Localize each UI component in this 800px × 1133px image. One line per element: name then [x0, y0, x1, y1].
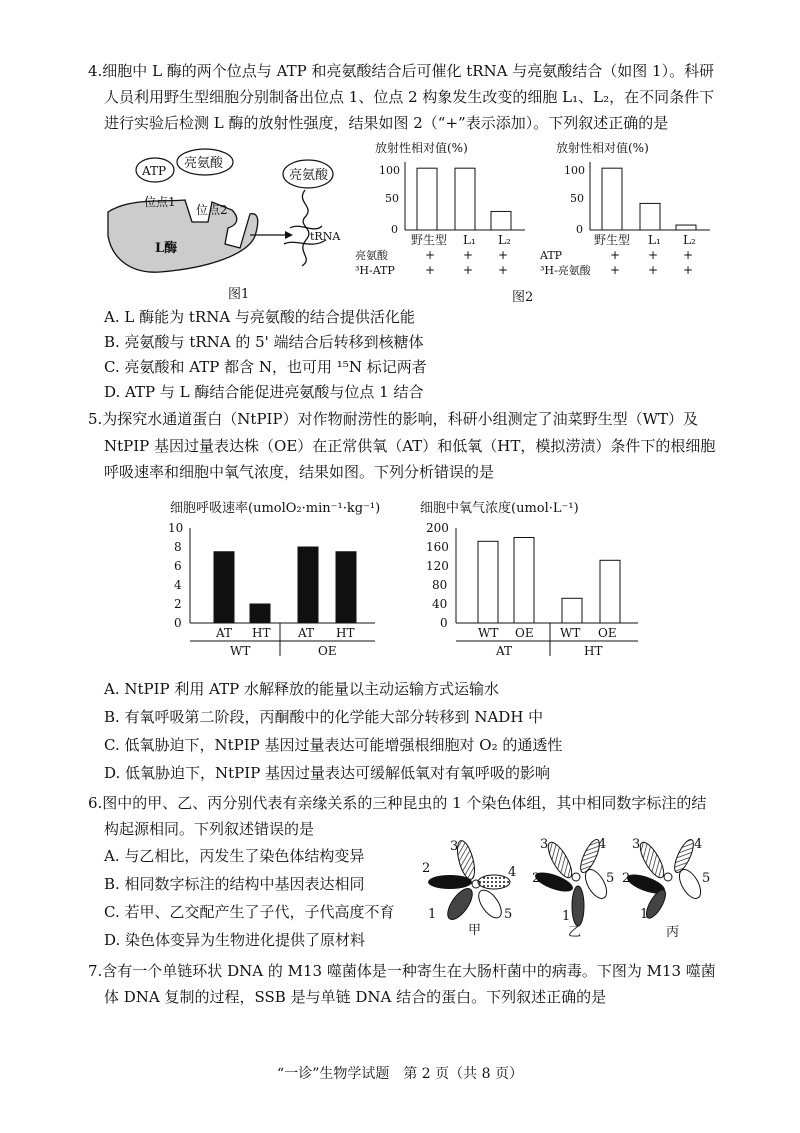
- bar: [640, 203, 660, 230]
- bar: [491, 211, 511, 230]
- y-tick-label: 8: [174, 540, 182, 554]
- group-label: WT: [230, 644, 251, 658]
- q7-stem-line: 体 DNA 复制的过程，SSB 是与单链 DNA 结合的蛋白。下列叙述正确的是: [104, 988, 607, 1006]
- q5-option-b[interactable]: B. 有氧呼吸第二阶段，丙酮酸中的化学能大部分转移到 NADH 中: [104, 708, 544, 726]
- q4-stem-line: 4.细胞中 L 酶的两个位点与 ATP 和亮氨酸结合后可催化 tRNA 与亮氨酸结合（如图 1）。科研: [88, 62, 715, 80]
- figure-2-caption: 图2: [512, 290, 534, 305]
- group-label: AT: [496, 644, 513, 658]
- chromosome-number: 4: [508, 865, 517, 880]
- x-tick-label: L₁: [648, 233, 661, 247]
- q5-stem-line: 5.为探究水通道蛋白（NtPIP）对作物耐涝性的影响，科研小组测定了油菜野生型（WT）及: [88, 410, 699, 428]
- q6-option-c[interactable]: C. 若甲、乙交配产生了子代，子代高度不育: [104, 903, 395, 921]
- x-tick-label: 野生型: [411, 233, 448, 247]
- chromosome-set-yi: [532, 837, 614, 940]
- respiration-rate-chart: [160, 498, 400, 668]
- q4-option-d[interactable]: D. ATP 与 L 酶结合能促进亮氨酸与位点 1 结合: [104, 383, 424, 401]
- x-tick-label: OE: [515, 626, 534, 640]
- leucine-label: 亮氨酸: [184, 156, 224, 171]
- chromosome-number: 2: [532, 871, 541, 886]
- oxygen-concentration-chart: [420, 498, 650, 668]
- q4-stem-line: 进行实验后检测 L 酶的放射性强度，结果如图 2（“+”表示添加）。下列叙述正确的是: [104, 114, 669, 132]
- chromosome-number: 1: [562, 909, 571, 924]
- row-label: 亮氨酸: [355, 249, 388, 262]
- x-tick-label: WT: [560, 626, 581, 640]
- bars: [214, 547, 356, 623]
- q6-option-d[interactable]: D. 染色体变异为生物进化提供了原材料: [104, 931, 366, 949]
- y-axis-label: 放射性相对值(%): [375, 141, 468, 155]
- q5-option-d[interactable]: D. 低氧胁迫下，NtPIP 基因过量表达可缓解低氧对有氧呼吸的影响: [104, 764, 551, 782]
- page-footer: “一诊”生物学试题 第 2 页（共 8 页）: [277, 1066, 523, 1082]
- chromosome-number: 1: [428, 907, 437, 922]
- chromosome-number: 3: [632, 837, 641, 852]
- trna-label: tRNA: [310, 230, 341, 243]
- q5-option-a[interactable]: A. NtPIP 利用 ATP 水解释放的能量以主动运输方式运输水: [104, 680, 500, 698]
- figure-label-bing: 丙: [666, 925, 680, 940]
- figure-label-jia: 甲: [468, 923, 482, 938]
- arrow-head: [285, 231, 293, 239]
- row-mark: +: [463, 263, 474, 277]
- chromosome-set-jia: [422, 839, 516, 938]
- bar: [455, 168, 475, 230]
- chromosome-number: 5: [504, 907, 513, 922]
- figure-1-caption: 图1: [228, 287, 250, 302]
- x-tick-label: L₁: [463, 233, 476, 247]
- y-tick-label: 50: [385, 192, 399, 205]
- q4-stem-line: 人员利用野生型细胞分别制备出位点 1、位点 2 构象发生改变的细胞 L₁、L₂，在不同条件下: [104, 88, 715, 106]
- row-mark: +: [463, 248, 474, 262]
- figure-label-yi: 乙: [568, 925, 582, 940]
- x-tick-label: OE: [598, 626, 617, 640]
- y-tick-label: 160: [426, 540, 449, 554]
- y-axis-label: 放射性相对值(%): [556, 141, 649, 155]
- x-tick-label: HT: [336, 626, 355, 640]
- x-tick-label: L₂: [498, 233, 511, 247]
- q4-option-b[interactable]: B. 亮氨酸与 tRNA 的 5' 端结合后转移到核糖体: [104, 333, 424, 351]
- y-tick-label: 100: [564, 164, 585, 177]
- bar: [298, 547, 318, 623]
- q7-stem-line: 7.含有一个单链环状 DNA 的 M13 噬菌体是一种寄生在大肠杆菌中的病毒。下图为 M13 噬菌: [88, 962, 716, 980]
- bar: [676, 225, 696, 230]
- bar: [514, 538, 534, 624]
- y-tick-label: 100: [379, 164, 400, 177]
- l-enzyme-shape: [108, 200, 258, 272]
- row-mark: +: [648, 248, 659, 262]
- y-tick-label: 2: [174, 597, 182, 611]
- y-tick-label: 0: [440, 616, 448, 630]
- chromosome-number: 2: [422, 861, 431, 876]
- bar: [478, 541, 498, 623]
- bar: [602, 168, 622, 230]
- row-mark: +: [610, 263, 621, 277]
- chromosome-number: 5: [702, 871, 711, 886]
- bars: [478, 538, 620, 624]
- chromosome-number: 5: [606, 871, 615, 886]
- row-mark: +: [683, 263, 694, 277]
- x-tick-label: 野生型: [594, 233, 631, 247]
- atp-label: ATP: [142, 164, 167, 178]
- row-mark: +: [610, 248, 621, 262]
- figure-2-left-chart: [355, 140, 545, 280]
- site2-label: 位点2: [196, 203, 228, 217]
- chart-title: 细胞中氧气浓度(umol·L⁻¹): [420, 501, 579, 516]
- x-tick-label: HT: [252, 626, 271, 640]
- q5-stem-line: 呼吸速率和细胞中氧气浓度，结果如图。下列分析错误的是: [104, 463, 495, 481]
- chromosome-number: 3: [450, 839, 459, 854]
- q4-option-c[interactable]: C. 亮氨酸和 ATP 都含 N，也可用 ¹⁵N 标记两者: [104, 358, 427, 376]
- l-enzyme-label: L酶: [155, 241, 178, 256]
- chromosome-number: 4: [598, 837, 607, 852]
- bar: [600, 560, 620, 623]
- row-mark: +: [498, 248, 509, 262]
- row-label: ³H-亮氨酸: [540, 264, 591, 277]
- row-mark: +: [425, 248, 436, 262]
- q5-option-c[interactable]: C. 低氧胁迫下，NtPIP 基因过量表达可能增强根细胞对 O₂ 的通透性: [104, 736, 563, 754]
- bars: [602, 168, 696, 230]
- y-tick-label: 40: [432, 597, 448, 611]
- figure-2-right-chart: [540, 140, 740, 280]
- group-label: HT: [584, 644, 603, 658]
- bar: [250, 604, 270, 623]
- y-tick-label: 0: [391, 223, 398, 236]
- row-mark: +: [498, 263, 509, 277]
- chromosome-set-bing: [622, 837, 710, 940]
- row-label: ³H-ATP: [355, 264, 395, 277]
- x-tick-label: WT: [478, 626, 499, 640]
- bar: [336, 552, 356, 623]
- chromosome-number: 4: [694, 837, 703, 852]
- q6-option-b[interactable]: B. 相同数字标注的结构中基因表达相同: [104, 875, 365, 893]
- y-tick-label: 50: [570, 192, 584, 205]
- bar: [417, 168, 437, 230]
- q6-option-a[interactable]: A. 与乙相比，丙发生了染色体结构变异: [104, 847, 365, 865]
- row-mark: +: [683, 248, 694, 262]
- y-tick-label: 80: [432, 578, 448, 592]
- chromosome-number: 2: [622, 871, 631, 886]
- chromosome-number: 1: [640, 907, 649, 922]
- row-label: ATP: [540, 249, 563, 262]
- row-mark: +: [425, 263, 436, 277]
- q5-stem-line: NtPIP 基因过量表达株（OE）在正常供氧（AT）和低氧（HT，模拟涝渍）条件下的根细胞: [104, 437, 716, 455]
- y-tick-label: 200: [426, 521, 449, 535]
- bar: [214, 552, 234, 623]
- site1-label: 位点1: [144, 195, 176, 209]
- q4-option-a[interactable]: A. L 酶能为 tRNA 与亮氨酸的结合提供活化能: [104, 308, 415, 326]
- chromosome-number: 3: [540, 837, 549, 852]
- bar: [562, 598, 582, 623]
- group-label: OE: [318, 644, 337, 658]
- row-mark: +: [648, 263, 659, 277]
- figure-1-enzyme-diagram: [100, 140, 380, 305]
- leucine-label-2: 亮氨酸: [289, 168, 329, 183]
- bars: [417, 168, 511, 230]
- y-tick-label: 120: [426, 559, 449, 573]
- chromosome-set-figure: [418, 832, 718, 942]
- y-tick-label: 0: [576, 223, 583, 236]
- x-tick-label: AT: [216, 626, 233, 640]
- trna-structure: [284, 190, 326, 266]
- y-tick-label: 10: [168, 521, 184, 535]
- q6-stem-line: 6.图中的甲、乙、丙分别代表有亲缘关系的三种昆虫的 1 个染色体组，其中相同数字标注的结: [88, 794, 707, 812]
- chart-title: 细胞呼吸速率(umolO₂·min⁻¹·kg⁻¹): [170, 501, 381, 516]
- x-tick-label: AT: [298, 626, 315, 640]
- q6-stem-line: 构起源相同。下列叙述错误的是: [104, 820, 315, 838]
- x-tick-label: L₂: [683, 233, 696, 247]
- y-tick-label: 6: [174, 559, 182, 573]
- y-tick-label: 4: [174, 578, 182, 592]
- y-tick-label: 0: [174, 616, 182, 630]
